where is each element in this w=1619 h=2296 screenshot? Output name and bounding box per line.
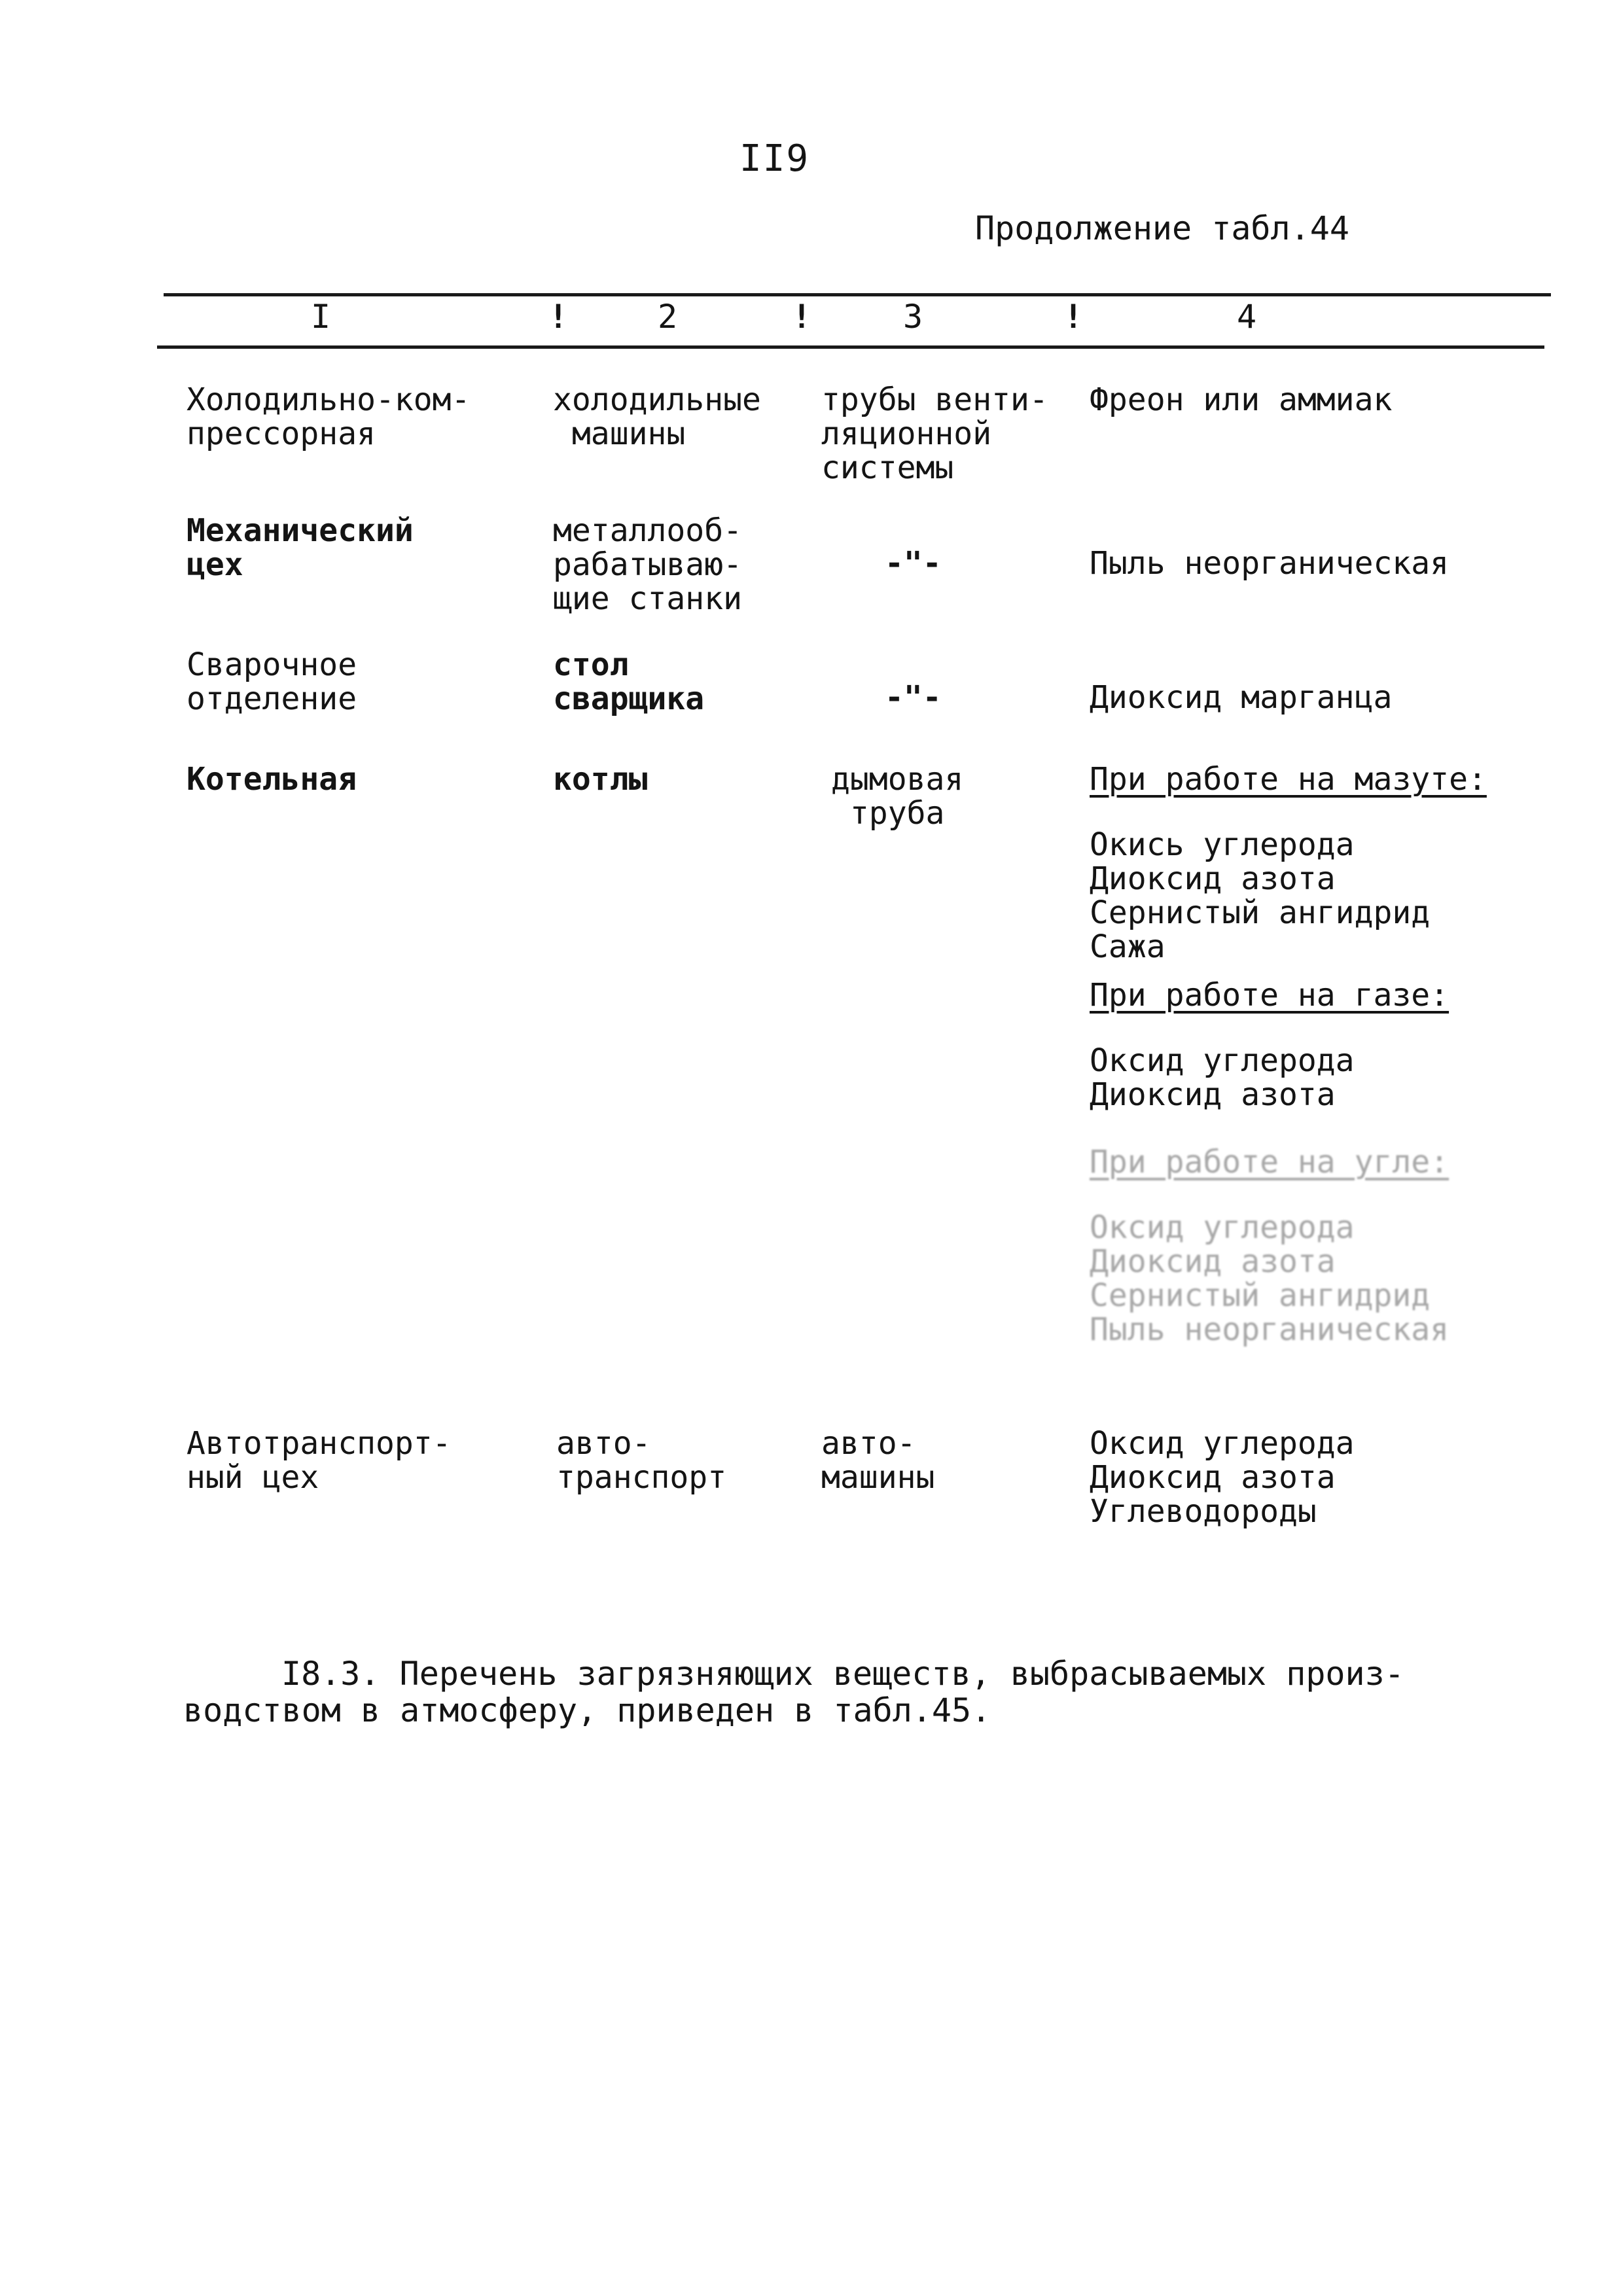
- page-number: II9: [739, 137, 810, 180]
- column-separator: !: [792, 298, 812, 336]
- paragraph-line: I8.3. Перечень загрязняющих веществ, выбрасываемых произ-: [281, 1655, 1404, 1693]
- cell-workshop: Механический цех: [187, 512, 414, 583]
- cell-pollutant: Диоксид марганца: [1090, 679, 1393, 716]
- column-separator: !: [548, 298, 569, 336]
- table-continuation-label: Продолжение табл.44: [975, 209, 1349, 247]
- cell-pollutant: Пыль неорганическая: [1090, 545, 1450, 582]
- cell-emission-source: -"-: [885, 679, 942, 716]
- coal-pollutants: Оксид углерода Диоксид азота Сернистый ангидрид Пыль неорганическая: [1090, 1209, 1450, 1348]
- cell-pollutant: Оксид углерода Диоксид азота Углеводороды: [1090, 1425, 1355, 1530]
- cell-workshop: Сварочное отделение: [187, 646, 357, 717]
- cell-workshop: Автотранспорт- ный цех: [187, 1425, 452, 1496]
- coal-heading: При работе на угле:: [1090, 1144, 1450, 1180]
- gas-pollutants: Оксид углерода Диоксид азота: [1090, 1042, 1355, 1113]
- cell-equipment: металлооб- рабатываю- щие станки: [553, 512, 742, 617]
- cell-workshop: Котельная: [187, 761, 357, 798]
- body-paragraph: [183, 1655, 1505, 1729]
- cell-equipment: холодильные машины: [553, 381, 761, 452]
- table-header-rule: [157, 345, 1544, 349]
- cell-emission-source: -"-: [885, 545, 942, 582]
- cell-pollutant: Фреон или аммиак: [1090, 381, 1393, 418]
- cell-workshop: Холодильно-ком- прессорная: [187, 381, 471, 452]
- table-top-rule: [164, 293, 1551, 296]
- paragraph-line: водством в атмосферу, приведен в табл.45.: [183, 1691, 991, 1729]
- column-separator: !: [1063, 298, 1084, 336]
- cell-equipment: котлы: [553, 761, 648, 798]
- column-header-2: 2: [658, 298, 678, 336]
- cell-emission-source: авто- машины: [821, 1425, 935, 1496]
- cell-emission-source: дымовая труба: [831, 761, 964, 832]
- cell-emission-source: трубы венти- ляционной системы: [821, 381, 1048, 486]
- fuel-oil-pollutants: Окись углерода Диоксид азота Сернистый ангидрид Сажа: [1090, 826, 1431, 965]
- gas-heading: При работе на газе:: [1090, 977, 1450, 1014]
- column-header-3: 3: [903, 298, 923, 336]
- column-header-4: 4: [1237, 298, 1257, 336]
- cell-equipment: авто- транспорт: [556, 1425, 727, 1496]
- cell-equipment: стол сварщика: [553, 646, 705, 717]
- column-header-1: I: [311, 298, 331, 336]
- fuel-oil-heading: При работе на мазуте:: [1090, 761, 1487, 798]
